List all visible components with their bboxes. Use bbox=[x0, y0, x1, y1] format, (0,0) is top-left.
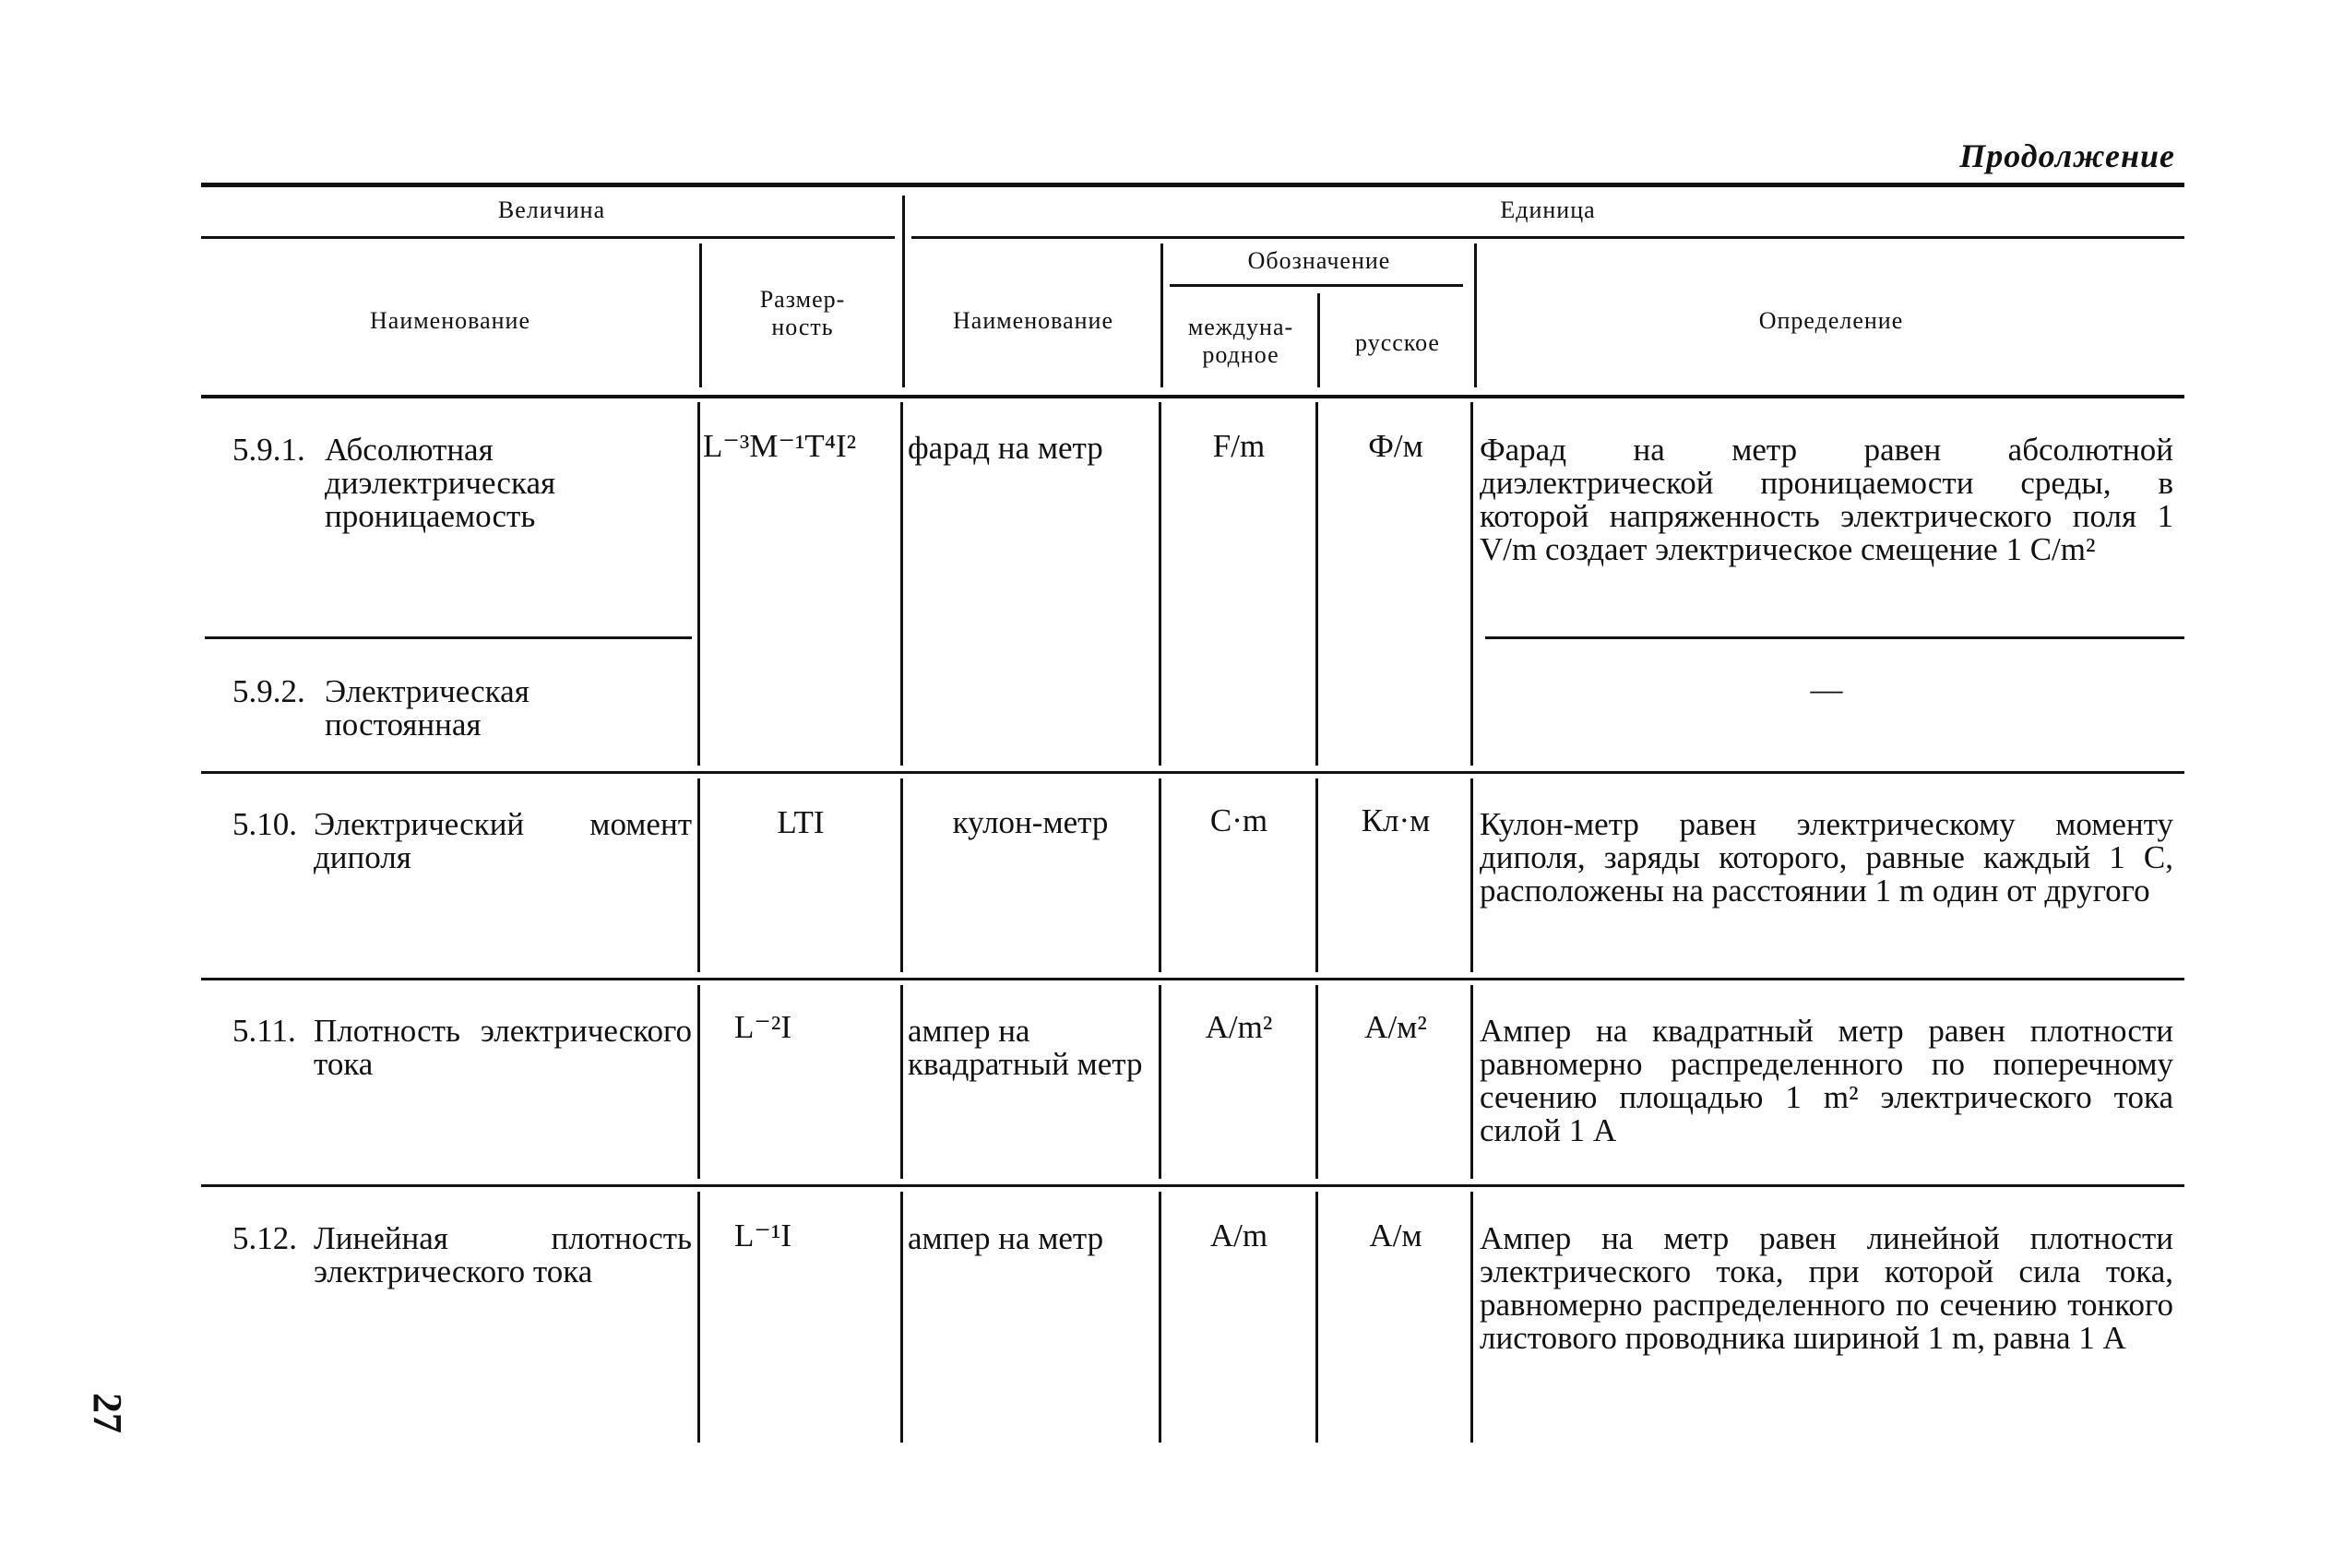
page-number: 27 bbox=[85, 1393, 130, 1433]
dimension-formula: L⁻²I bbox=[734, 1009, 792, 1045]
body-col-4d bbox=[1315, 1192, 1318, 1443]
body-col-4b bbox=[1315, 778, 1318, 972]
row-rule-5-9-2-left bbox=[205, 636, 692, 639]
unit-name: фарад на метр bbox=[908, 430, 1103, 466]
definition-text: Ампер на метр равен линейной плотности электрического тока, при которой сила тока, равномерно распределенного по сечению тонкого листового проводника шириной 1 m, равна 1 A bbox=[1480, 1220, 2173, 1356]
header-bottom-rule bbox=[201, 395, 2184, 398]
row-number: 5.11. bbox=[232, 1013, 296, 1049]
header-definition: Определение bbox=[1758, 307, 1904, 334]
row-number: 5.10. bbox=[232, 806, 297, 842]
row-number: 5.12. bbox=[232, 1220, 297, 1256]
header-divider-definition bbox=[1474, 244, 1477, 387]
header-divider-quantity-unit bbox=[902, 196, 905, 387]
body-col-4c bbox=[1315, 985, 1318, 1179]
row-rule-5-12 bbox=[201, 1184, 2184, 1187]
header-divider-name-dim bbox=[699, 244, 702, 387]
body-col-3d bbox=[1159, 1192, 1161, 1443]
intl-symbol: A/m bbox=[1209, 1218, 1268, 1253]
russian-symbol: А/м bbox=[1369, 1218, 1422, 1253]
definition-text: Кулон-метр равен электрическому моменту диполя, заряды которого, равные каждый 1 C, расположены на расстоянии 1 m один от другого bbox=[1480, 806, 2173, 909]
body-col-1a bbox=[697, 402, 700, 766]
unit-name: ампер на квадратный метр bbox=[908, 1013, 1143, 1082]
intl-symbol: F/m bbox=[1212, 428, 1266, 464]
header-divider-unitname bbox=[1160, 244, 1163, 387]
russian-symbol: Ф/м bbox=[1368, 428, 1423, 464]
body-col-2a bbox=[900, 402, 903, 766]
body-col-1d bbox=[697, 1192, 700, 1443]
header-dimension: Размер- ность bbox=[759, 286, 846, 340]
quantity-name: Абсолютная диэлектрическая проницаемость bbox=[325, 432, 556, 534]
header-divider-intl-rus bbox=[1317, 293, 1320, 387]
row-rule-5-9-2-right bbox=[1485, 636, 2184, 639]
header-quantity: Величина bbox=[497, 196, 606, 223]
intl-symbol: A/m² bbox=[1205, 1009, 1273, 1045]
quantity-name: Плотность электрического тока bbox=[314, 1013, 692, 1082]
quantity-name: Электрическая постоянная bbox=[325, 673, 529, 742]
header-designation: Обозначение bbox=[1247, 247, 1391, 274]
table-top-rule bbox=[201, 183, 2184, 187]
header-russian: русское bbox=[1355, 329, 1440, 356]
body-col-3b bbox=[1159, 778, 1161, 972]
body-col-2c bbox=[900, 985, 903, 1179]
header-quantity-name: Наименование bbox=[370, 307, 530, 334]
body-col-1c bbox=[697, 985, 700, 1179]
row-number: 5.9.1. bbox=[232, 432, 305, 468]
row-number: 5.9.2. bbox=[232, 673, 305, 709]
unit-name: кулон-метр bbox=[952, 804, 1109, 840]
body-col-3a bbox=[1159, 402, 1161, 766]
dimension-formula: L⁻¹I bbox=[734, 1218, 792, 1253]
header-international: междуна- родное bbox=[1187, 314, 1294, 368]
quantity-name: Электрический момент диполя bbox=[314, 806, 692, 875]
row-rule-5-10 bbox=[201, 771, 2184, 774]
dimension-formula: L⁻³M⁻¹T⁴I² bbox=[703, 428, 857, 464]
unit-name: ампер на метр bbox=[908, 1220, 1104, 1256]
header-unit-name: Наименование bbox=[953, 307, 1113, 334]
body-col-1b bbox=[697, 778, 700, 972]
body-col-2d bbox=[900, 1192, 903, 1443]
body-col-3c bbox=[1159, 985, 1161, 1179]
row-rule-5-11 bbox=[201, 978, 2184, 980]
dimension-formula: LTI bbox=[777, 804, 825, 840]
body-col-4a bbox=[1315, 402, 1318, 766]
body-col-2b bbox=[900, 778, 903, 972]
header-group-rule-right bbox=[911, 236, 2184, 239]
designation-rule bbox=[1170, 284, 1463, 287]
quantity-name: Линейная плотность электрического тока bbox=[314, 1220, 692, 1289]
header-unit: Единица bbox=[1500, 196, 1596, 223]
definition-dash: — bbox=[1810, 671, 1843, 707]
definition-text: Ампер на квадратный метр равен плотности равномерно распределенного по поперечному сечению площадью 1 m² электрического тока силой 1 A bbox=[1480, 1013, 2173, 1148]
header-group-rule-left bbox=[201, 236, 895, 239]
russian-symbol: А/м² bbox=[1364, 1009, 1427, 1045]
russian-symbol: Кл·м bbox=[1361, 802, 1431, 838]
continuation-label: Продолжение bbox=[1959, 137, 2175, 174]
definition-text: Фарад на метр равен абсолютной диэлектрической проницаемости среды, в которой напряженность электрического поля 1 V/m создает электрическое смещение 1 C/m² bbox=[1480, 432, 2173, 567]
intl-symbol: C·m bbox=[1209, 802, 1268, 838]
